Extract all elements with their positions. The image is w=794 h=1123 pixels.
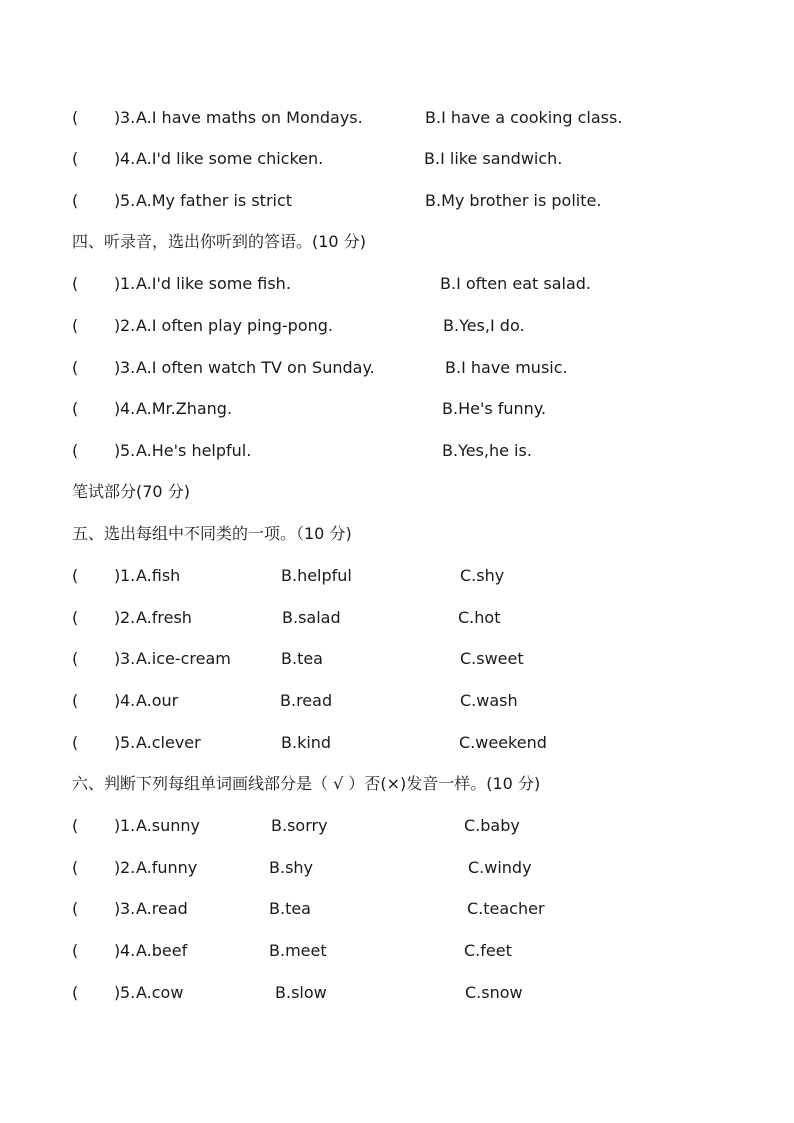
answer-paren-open: ( — [72, 941, 79, 960]
item-number: 5. — [120, 441, 136, 460]
option-a: A.I'd like some chicken. — [136, 149, 324, 168]
answer-paren-close: ) — [114, 191, 121, 210]
option-c: C.wash — [460, 691, 518, 710]
answer-paren-open: ( — [72, 108, 79, 127]
option-b: B.tea — [269, 899, 311, 918]
answer-paren-open: ( — [72, 691, 79, 710]
s6-item-3 — [0, 894, 794, 924]
option-b: B.I like sandwich. — [424, 149, 563, 168]
answer-paren-open: ( — [72, 733, 79, 752]
answer-paren-close: ) — [114, 941, 121, 960]
option-b: B.tea — [281, 649, 323, 668]
option-a: A.fresh — [136, 608, 192, 627]
answer-paren-close: ) — [114, 649, 121, 668]
item-number: 1. — [120, 816, 136, 835]
item-number: 5. — [120, 733, 136, 752]
answer-paren-close: ) — [114, 733, 121, 752]
item-number: 4. — [120, 941, 136, 960]
answer-paren-open: ( — [72, 441, 79, 460]
s5-item-4 — [0, 686, 794, 716]
item-number: 3. — [120, 108, 136, 127]
option-b: B.sorry — [271, 816, 328, 835]
s5-item-2 — [0, 603, 794, 633]
s6-item-2 — [0, 853, 794, 883]
item-number: 3. — [120, 899, 136, 918]
option-a: A.My father is strict — [136, 191, 293, 210]
option-c: C.baby — [464, 816, 520, 835]
option-b: B.slow — [275, 983, 327, 1002]
answer-paren-open: ( — [72, 358, 79, 377]
option-a: A.funny — [136, 858, 198, 877]
option-b: B.helpful — [281, 566, 352, 585]
answer-paren-close: ) — [114, 691, 121, 710]
answer-paren-open: ( — [72, 649, 79, 668]
option-b: B.shy — [269, 858, 314, 877]
answer-paren-open: ( — [72, 816, 79, 835]
section-5-title: 五、选出每组中不同类的一项。（10 分) — [72, 524, 352, 543]
option-a: A.fish — [136, 566, 181, 585]
answer-paren-close: ) — [114, 149, 121, 168]
section-6-title: 六、判断下列每组单词画线部分是（ √ ）否(×)发音一样。(10 分) — [72, 774, 541, 793]
s4-item-2 — [0, 311, 794, 341]
s3-item-5 — [0, 186, 794, 216]
option-b: B.salad — [282, 608, 341, 627]
item-number: 5. — [120, 983, 136, 1002]
option-a: A.beef — [136, 941, 188, 960]
answer-paren-open: ( — [72, 149, 79, 168]
option-c: C.hot — [458, 608, 501, 627]
s4-item-1 — [0, 269, 794, 299]
answer-paren-close: ) — [114, 608, 121, 627]
answer-paren-open: ( — [72, 858, 79, 877]
option-b: B.He's funny. — [442, 399, 547, 418]
item-number: 5. — [120, 191, 136, 210]
option-c: C.sweet — [460, 649, 524, 668]
answer-paren-open: ( — [72, 274, 79, 293]
item-number: 2. — [120, 316, 136, 335]
answer-paren-open: ( — [72, 608, 79, 627]
option-c: C.windy — [468, 858, 532, 877]
answer-paren-open: ( — [72, 983, 79, 1002]
option-a: A.I often watch TV on Sunday. — [136, 358, 375, 377]
answer-paren-open: ( — [72, 191, 79, 210]
option-b: B.Yes,he is. — [442, 441, 532, 460]
option-b: B.kind — [281, 733, 332, 752]
answer-paren-close: ) — [114, 399, 121, 418]
answer-paren-close: ) — [114, 566, 121, 585]
option-a: A.I'd like some fish. — [136, 274, 291, 293]
item-number: 1. — [120, 274, 136, 293]
item-number: 4. — [120, 149, 136, 168]
section-4-title: 四、听录音，选出你听到的答语。(10 分) — [72, 232, 366, 251]
answer-paren-open: ( — [72, 899, 79, 918]
answer-paren-close: ) — [114, 108, 121, 127]
item-number: 2. — [120, 608, 136, 627]
option-a: A.cow — [136, 983, 184, 1002]
option-b: B.I have a cooking class. — [425, 108, 623, 127]
answer-paren-close: ) — [114, 858, 121, 877]
s4-item-5 — [0, 436, 794, 466]
option-c: C.shy — [460, 566, 505, 585]
s6-item-5 — [0, 978, 794, 1008]
s5-item-5 — [0, 728, 794, 758]
option-b: B.meet — [269, 941, 327, 960]
s3-item-3 — [0, 103, 794, 133]
answer-paren-close: ) — [114, 816, 121, 835]
answer-paren-close: ) — [114, 983, 121, 1002]
answer-paren-close: ) — [114, 358, 121, 377]
s5-item-3 — [0, 644, 794, 674]
written-part-title: 笔试部分(70 分) — [72, 482, 190, 501]
item-number: 1. — [120, 566, 136, 585]
option-a: A.I often play ping-pong. — [136, 316, 333, 335]
option-a: A.ice-cream — [136, 649, 231, 668]
answer-paren-close: ) — [114, 441, 121, 460]
answer-paren-close: ) — [114, 316, 121, 335]
answer-paren-open: ( — [72, 316, 79, 335]
option-a: A.clever — [136, 733, 201, 752]
s4-item-3 — [0, 353, 794, 383]
option-c: C.teacher — [467, 899, 545, 918]
option-a: A.our — [136, 691, 179, 710]
item-number: 3. — [120, 358, 136, 377]
item-number: 2. — [120, 858, 136, 877]
option-c: C.weekend — [459, 733, 547, 752]
option-a: A.sunny — [136, 816, 200, 835]
option-c: C.snow — [465, 983, 523, 1002]
answer-paren-open: ( — [72, 566, 79, 585]
option-a: A.He's helpful. — [136, 441, 252, 460]
s6-item-1 — [0, 811, 794, 841]
option-b: B.I have music. — [445, 358, 568, 377]
option-b: B.I often eat salad. — [440, 274, 591, 293]
option-b: B.read — [280, 691, 333, 710]
s5-item-1 — [0, 561, 794, 591]
answer-paren-close: ) — [114, 899, 121, 918]
s6-item-4 — [0, 936, 794, 966]
option-b: B.My brother is polite. — [425, 191, 602, 210]
s3-item-4 — [0, 144, 794, 174]
answer-paren-close: ) — [114, 274, 121, 293]
option-c: C.feet — [464, 941, 512, 960]
item-number: 4. — [120, 691, 136, 710]
item-number: 3. — [120, 649, 136, 668]
option-a: A.read — [136, 899, 188, 918]
option-a: A.Mr.Zhang. — [136, 399, 233, 418]
item-number: 4. — [120, 399, 136, 418]
option-b: B.Yes,I do. — [443, 316, 525, 335]
answer-paren-open: ( — [72, 399, 79, 418]
s4-item-4 — [0, 394, 794, 424]
option-a: A.I have maths on Mondays. — [136, 108, 363, 127]
